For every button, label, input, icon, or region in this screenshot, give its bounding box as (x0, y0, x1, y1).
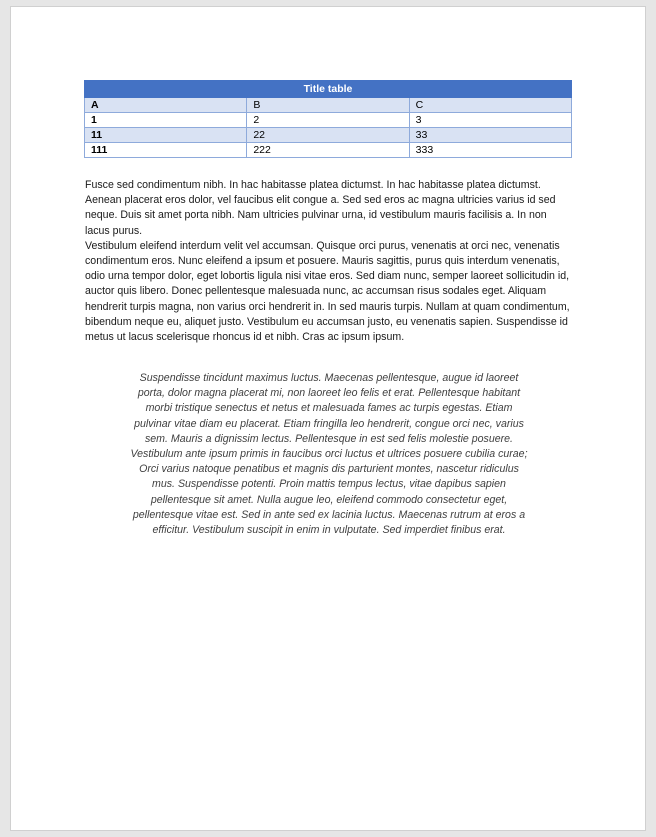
table-header-row (85, 81, 572, 98)
table-cell: 33 (409, 128, 571, 143)
table-row (85, 113, 572, 128)
body-text (85, 178, 573, 345)
table-cell: 2 (247, 113, 409, 128)
table-cell: 22 (247, 128, 409, 143)
table-cell: 333 (409, 143, 571, 158)
table-cell: 3 (409, 113, 571, 128)
table-cell: 222 (247, 143, 409, 158)
table-cell: C (409, 98, 571, 113)
quote-paragraph: Suspendisse tincidunt maximus luctus. Maecenas pellentesque, augue id laoreet porta, dolor magna placerat mi, non laoreet leo felis et erat. Pellentesque habitant morbi tristique senectus et netus et malesuada fames ac turpis egestas. Etiam pulvinar vitae diam eu placerat. Etiam fringilla leo hendrerit, congue orci nec, varius sem. Mauris a dignissim lectus. Pellentesque in est sed felis molestie posuere. Vestibulum ante ipsum primis in faucibus orci luctus et ultrices posuere cubilia curae; Orci varius natoque penatibus et magnis dis parturient montes, nascetur ridiculus mus. Suspendisse potenti. Proin mattis tempus lectus, vitae dapibus sapien pellentesque sit amet. Nulla augue leo, eleifend commodo consectetur eget, pellentesque vitae est. Sed in ante sed ex lacinia luctus. Maecenas rutrum at eros a efficitur. Vestibulum suscipit in enim in vulputate. Sed imperdiet finibus erat. (130, 372, 528, 537)
paragraph: Vestibulum eleifend interdum velit vel accumsan. Quisque orci purus, venenatis at orci nec, venenatis condimentum eros. Nunc eleifend a ipsum et posuere. Mauris sagittis, purus quis interdum venenatis, odio urna tempor dolor, eget lobortis ligula nisi vitae eros. Sed diam nunc, semper laoreet sollicitudin id, auctor quis libero. Donec pellentesque malesuada nunc, ac accumsan risus sodales eget. Aliquam hendrerit turpis magna, non varius orci hendrerit in. In sed mauris turpis. Nullam at quam condimentum, bibendum neque eu, aliquet justo. Vestibulum eu accumsan justo, eu venenatis sapien. Suspendisse id metus ut lacus scelerisque rhoncus id et nibh. Cras ac ipsum ipsum. (85, 239, 570, 344)
table-cell: 111 (85, 143, 247, 158)
table-cell: 11 (85, 128, 247, 143)
table-row (85, 143, 572, 158)
table-row (85, 98, 572, 113)
table-cell: A (85, 98, 247, 113)
document-page (10, 6, 646, 831)
table-title: Title table (85, 81, 572, 98)
table-row (85, 128, 572, 143)
data-table (84, 80, 572, 158)
paragraph: Fusce sed condimentum nibh. In hac habitasse platea dictumst. In hac habitasse platea dictumst. Aenean placerat eros dolor, vel faucibus elit congue a. Sed sed eros ac magna ultricies varius id sed neque. Duis sit amet porta nibh. Nam ultricies pulvinar urna, id vestibulum mauris facilisis a. In non lacus purus. (85, 179, 556, 237)
table-cell: 1 (85, 113, 247, 128)
table-cell: B (247, 98, 409, 113)
